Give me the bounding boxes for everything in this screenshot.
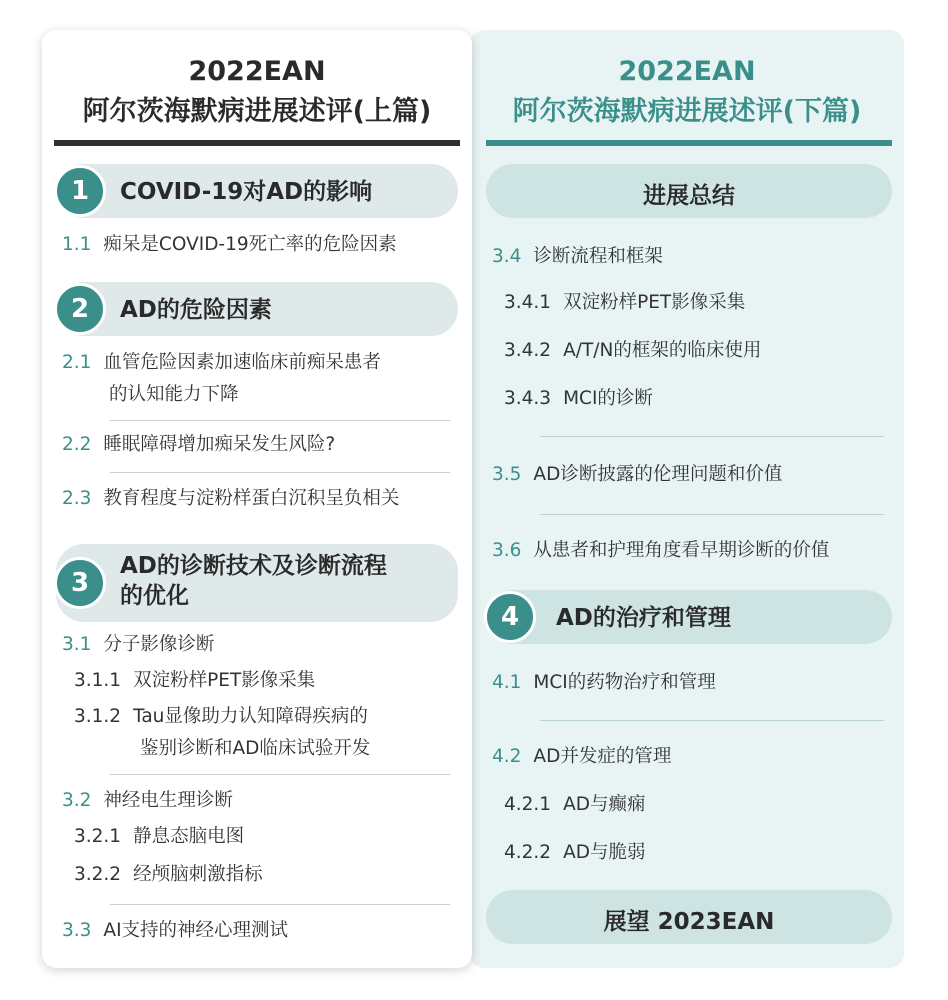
toc-item-text: MCI的药物治疗和管理	[533, 672, 716, 693]
toc-item-text: 痴呆是COVID-19死亡率的危险因素	[103, 234, 397, 255]
toc-item-3-4-2[interactable]	[504, 336, 761, 366]
toc-item-text: 诊断流程和框架	[533, 246, 663, 267]
section-2-number: 2	[54, 283, 106, 335]
toc-item-1-1[interactable]	[62, 230, 397, 260]
toc-item-number: 3.5	[492, 464, 522, 485]
section-2-title: AD的危险因素	[120, 297, 272, 323]
toc-item-2-1-cont: 的认知能力下降	[109, 384, 239, 405]
toc-item-2-3[interactable]	[62, 484, 399, 514]
section-1-title: COVID-19对AD的影响	[120, 179, 373, 205]
toc-item-number: 3.4.1	[504, 292, 552, 313]
toc-item-text: AD与脆弱	[563, 842, 646, 863]
toc-item-3-1-2[interactable]	[74, 702, 368, 732]
toc-item-3-2-2[interactable]	[74, 860, 263, 890]
right-title-year: 2022EAN	[618, 56, 756, 87]
toc-item-4-1[interactable]	[492, 668, 716, 698]
toc-item-text: 从患者和护理角度看早期诊断的价值	[533, 540, 830, 561]
divider	[110, 904, 450, 905]
toc-item-number: 3.4	[492, 246, 522, 267]
left-title-year: 2022EAN	[188, 56, 326, 87]
section-3-title-line2: 的优化	[120, 583, 189, 609]
toc-item-text: Tau显像助力认知障碍疾病的	[133, 706, 368, 727]
toc-item-3-4[interactable]	[492, 242, 663, 272]
toc-item-number: 3.1.1	[74, 670, 122, 691]
toc-item-text: 双淀粉样PET影像采集	[563, 292, 746, 313]
left-panel	[42, 30, 472, 968]
toc-item-text: 睡眠障碍增加痴呆发生风险?	[103, 434, 336, 455]
right-title-rule	[486, 140, 892, 146]
toc-item-3-6[interactable]	[492, 536, 829, 566]
toc-item-number: 3.4.2	[504, 340, 552, 361]
toc-item-3-1-1[interactable]	[74, 666, 315, 696]
section-4-number: 4	[484, 591, 536, 643]
right-panel	[470, 30, 904, 968]
toc-item-text: AD诊断披露的伦理问题和价值	[533, 464, 783, 485]
toc-item-number: 1.1	[62, 234, 92, 255]
toc-item-text: MCI的诊断	[563, 388, 653, 409]
toc-item-number: 3.1	[62, 634, 92, 655]
toc-item-number: 4.2	[492, 746, 522, 767]
toc-item-3-2-1[interactable]	[74, 822, 244, 852]
toc-item-text: 经颅脑刺激指标	[133, 864, 263, 885]
section-4-title: AD的治疗和管理	[556, 605, 731, 631]
divider	[540, 720, 884, 721]
toc-item-4-2-2[interactable]	[504, 838, 645, 868]
toc-item-3-3[interactable]	[62, 916, 288, 946]
toc-item-text: 静息态脑电图	[133, 826, 245, 847]
divider	[540, 436, 884, 437]
toc-item-3-1-2-cont: 鉴别诊断和AD临床试验开发	[140, 738, 371, 759]
toc-item-2-1[interactable]	[62, 348, 381, 378]
toc-item-2-2[interactable]	[62, 430, 335, 460]
outlook-header	[486, 890, 892, 944]
toc-item-text: AD与癫痫	[563, 794, 646, 815]
toc-item-text: 分子影像诊断	[103, 634, 215, 655]
divider	[110, 472, 450, 473]
toc-item-4-2-1[interactable]	[504, 790, 645, 820]
toc-item-number: 4.1	[492, 672, 522, 693]
toc-item-text: 神经电生理诊断	[103, 790, 233, 811]
summary-title: 进展总结	[643, 183, 735, 209]
toc-item-text: 教育程度与淀粉样蛋白沉积呈负相关	[103, 488, 400, 509]
right-title: 阿尔茨海默病进展述评(下篇)	[512, 96, 862, 127]
left-title-rule	[54, 140, 460, 146]
toc-item-3-2[interactable]	[62, 786, 233, 816]
toc-item-4-2[interactable]	[492, 742, 671, 772]
section-3-title-line1: AD的诊断技术及诊断流程	[120, 553, 387, 579]
toc-item-3-1[interactable]	[62, 630, 214, 660]
toc-item-number: 2.3	[62, 488, 92, 509]
toc-item-text: AD并发症的管理	[533, 746, 672, 767]
toc-item-number: 3.2	[62, 790, 92, 811]
toc-item-number: 4.2.1	[504, 794, 552, 815]
toc-item-number: 3.2.1	[74, 826, 122, 847]
toc-item-number: 3.4.3	[504, 388, 552, 409]
toc-item-text: A/T/N的框架的临床使用	[563, 340, 762, 361]
toc-item-number: 2.2	[62, 434, 92, 455]
toc-item-3-4-1[interactable]	[504, 288, 745, 318]
toc-item-number: 3.3	[62, 920, 92, 941]
toc-item-number: 3.1.2	[74, 706, 122, 727]
outlook-title: 展望 2023EAN	[603, 909, 775, 935]
divider	[540, 514, 884, 515]
divider	[110, 774, 450, 775]
section-3-number: 3	[54, 557, 106, 609]
left-title: 阿尔茨海默病进展述评(上篇)	[82, 96, 432, 127]
toc-item-3-5[interactable]	[492, 460, 782, 490]
toc-item-text: 血管危险因素加速临床前痴呆患者	[103, 352, 381, 373]
toc-item-number: 3.2.2	[74, 864, 122, 885]
toc-item-text: 双淀粉样PET影像采集	[133, 670, 316, 691]
toc-item-number: 3.6	[492, 540, 522, 561]
toc-item-text: AI支持的神经心理测试	[103, 920, 289, 941]
section-1-number: 1	[54, 165, 106, 217]
toc-item-3-4-3[interactable]	[504, 384, 653, 414]
divider	[110, 420, 450, 421]
toc-item-number: 2.1	[62, 352, 92, 373]
toc-item-number: 4.2.2	[504, 842, 552, 863]
summary-header	[486, 164, 892, 218]
